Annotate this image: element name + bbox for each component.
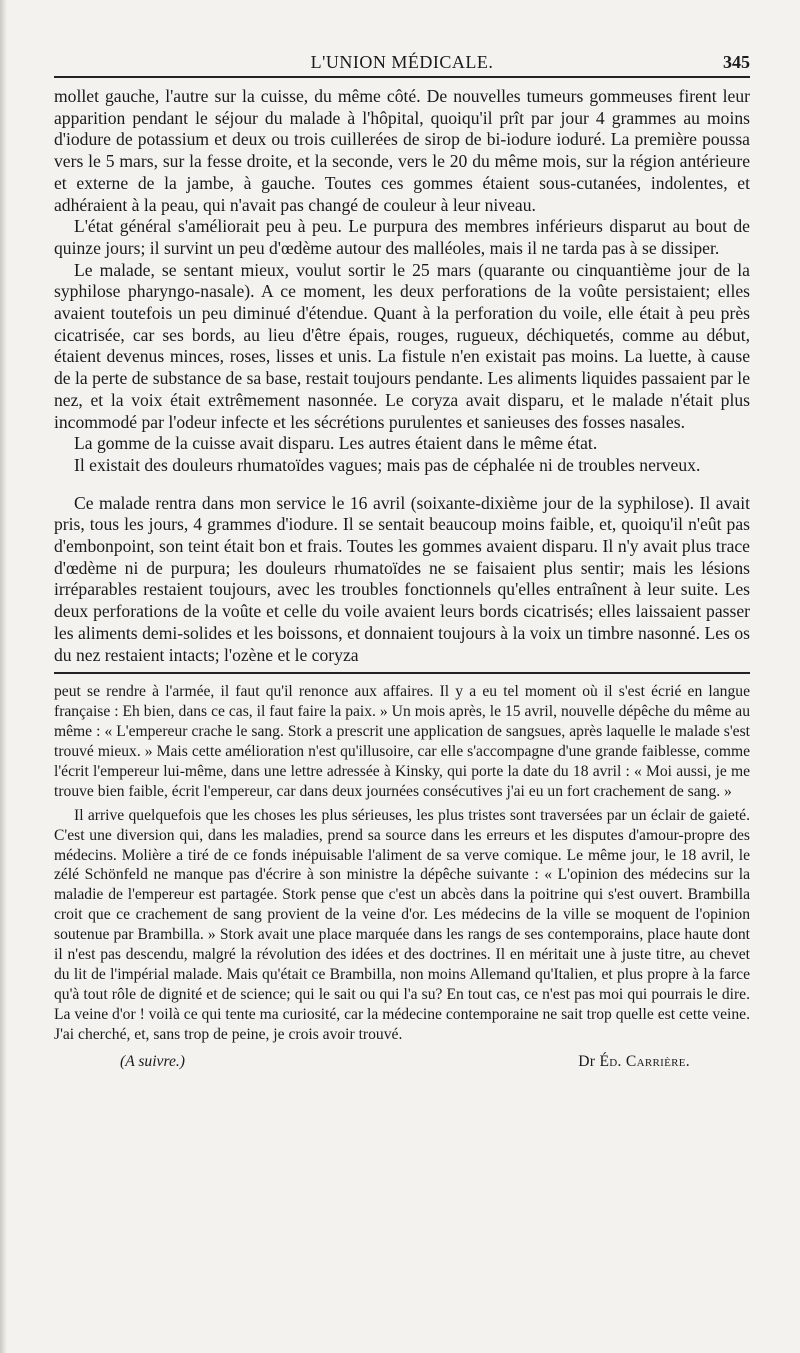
footnote-section	[54, 682, 750, 1044]
author-signature	[578, 1053, 690, 1071]
body-paragraph: L'état général s'améliorait peu à peu. Le purpura des membres inférieurs disparut au bout de quinze jours; il survint un peu d'œdème autour des malléoles, mais il ne tarda pas à se dissiper.	[54, 216, 750, 258]
running-head: L'UNION MÉDICALE.	[310, 52, 494, 72]
page-edge-shadow	[0, 0, 7, 1353]
signature-line	[54, 1053, 750, 1075]
page-header	[54, 46, 750, 78]
author-name: Éd. Carrière.	[599, 1052, 690, 1070]
to-be-continued: (A suivre.)	[120, 1052, 185, 1070]
page-number: 345	[723, 52, 750, 72]
footnote-divider	[54, 672, 750, 674]
body-paragraph: Le malade, se sentant mieux, voulut sortir le 25 mars (quarante ou cinquantième jour de la syphilose pharyngo-nasale). A ce moment, les deux perforations de la voûte persistaient; elles avaient toutefois un peu diminué d'étendue. Quant à la perforation du voile, elle était à peu près cicatrisée, car ses bords, au lieu d'être épais, rouges, rugueux, déchiquetés, comme au début, étaient devenus minces, roses, lisses et unis. La fistule n'en existait pas moins. La luette, à cause de la perte de substance de sa base, restait toujours pendante. Les aliments liquides passaient par le nez, et la voix était extrêmement nasonnée. Le coryza avait disparu, et le malade n'était plus incommodé par l'odeur infecte et les sécrétions purulentes et sanieuses des fosses nasales.	[54, 259, 750, 432]
main-text	[54, 86, 750, 666]
footnote-paragraph: Il arrive quelquefois que les choses les plus sérieuses, les plus tristes sont traversées par un éclair de gaieté. C'est une diversion qui, dans les maladies, prend sa source dans les erreurs et les disputes d'amour-propre des médecins. Molière a tiré de ce fonds inépuisable l'aliment de sa verve comique. Le même jour, le 18 avril, le zélé Schönfeld ne manque pas d'écrire à son ministre la dépêche suivante : « L'opinion des médecins sur la maladie de l'empereur est partagée. Stork pense que c'est un abcès dans la poitrine qui s'est ouvert. Brambilla croit que ce crachement de sang provient de la veine d'or. Les médecins de la ville se moquent de l'opinion soutenue par Brambilla. » Stork avait une place marquée dans les rangs de ses contemporains, place haute dont il n'est pas descendu, malgré la révolution des idées et des doctrines. Il en méritait une à juste titre, au chevet du lit de l'impérial malade. Mais qu'était ce Brambilla, non moins Allemand qu'Italien, et plus propre à la farce qu'à tout rôle de dignité et de science; qui le sait ou qui l'a su? En tout cas, ce n'est pas moi qui pourrais le dire. La veine d'or ! voilà ce qui tente ma curiosité, car la médecine contemporaine ne sait trop quelle est cette veine. J'ai cherché, et, sans trop de peine, je crois avoir trouvé.	[54, 806, 750, 1043]
body-paragraph: La gomme de la cuisse avait disparu. Les autres étaient dans le même état.	[74, 433, 598, 454]
body-paragraph: mollet gauche, l'autre sur la cuisse, du même côté. De nouvelles tumeurs gommeuses firent leur apparition pendant le séjour du malade à l'hôpital, quoiqu'il prît par jour 4 grammes au moins d'iodure de potassium et deux ou trois cuillerées de sirop de bi-iodure ioduré. La première poussa vers le 5 mars, sur la fesse droite, et la seconde, vers le 20 du même mois, sur la région antérieure et externe de la jambe, à gauche. Toutes ces gommes étaient sous-cutanées, indolentes, et adhéraient à la peau, qui n'avait pas changé de couleur à leur niveau.	[54, 86, 750, 215]
body-paragraph: Ce malade rentra dans mon service le 16 avril (soixante-dixième jour de la syphilose). Il avait pris, tous les jours, 4 grammes d'iodure. Il se sentait beaucoup moins faible, et, quoiqu'il n'eût pas d'embonpoint, son teint était bon et frais. Toutes les gommes avaient disparu. Il n'y avait plus trace d'œdème ni de purpura; les douleurs rhumatoïdes ne se faisaient plus sentir; mais les lésions irréparables restaient toujours, avec les troubles fonctionnels qu'elles entraînent à leur suite. Les deux perforations de la voûte et celle du voile avaient leurs bords cicatrisés; elles laissaient passer les aliments demi-solides et les boissons, et donnaient toujours à la voix un timbre nasonné. Les os du nez restaient intacts; l'ozène et le coryza	[54, 492, 750, 665]
author-title: Dr	[578, 1052, 596, 1070]
footnote-paragraph: peut se rendre à l'armée, il faut qu'il renonce aux affaires. Il y a eu tel moment où il s'est écrié en langue française : Eh bien, dans ce cas, il faut faire la paix. » Un mois après, le 15 avril, nouvelle dépêche du même au même : « L'empereur crache le sang. Stork a prescrit une application de sangsues, après laquelle le malade s'est trouvé mieux. » Mais cette amélioration n'est qu'illusoire, car elle s'accompagne d'une grande faiblesse, comme l'écrit l'empereur lui-même, dans une lettre adressée à Kinsky, qui porte la date du 18 avril : « Moi aussi, je me trouve bien faible, écrit l'empereur, car dans deux journées consécutives j'ai eu un fort crachement de sang. »	[54, 683, 750, 800]
body-paragraph: Il existait des douleurs rhumatoïdes vagues; mais pas de céphalée ni de troubles nerveux.	[74, 454, 701, 475]
